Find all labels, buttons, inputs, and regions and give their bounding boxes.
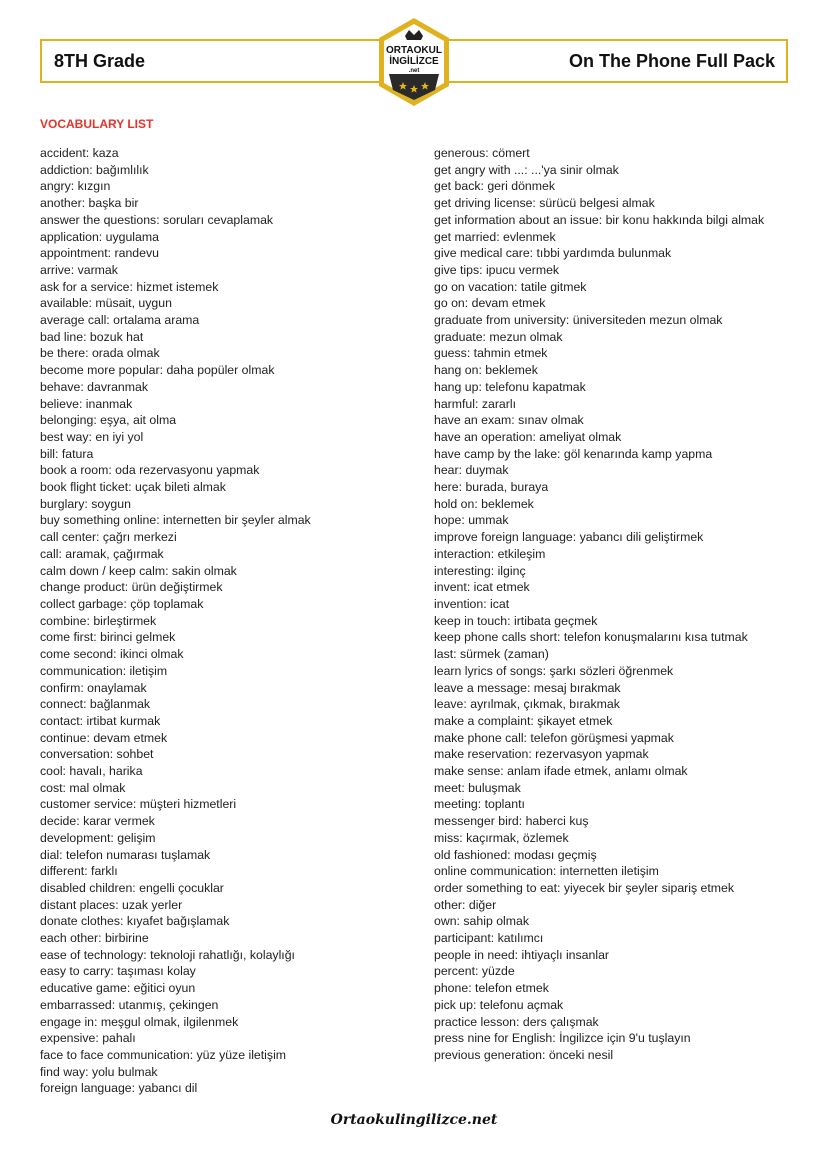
vocab-entry: cool: havalı, harika bbox=[40, 764, 143, 779]
vocab-entry: have an exam: sınav olmak bbox=[434, 413, 584, 428]
vocab-entry: answer the questions: soruları cevaplamak bbox=[40, 212, 274, 227]
vocab-entry: ask for a service: hizmet istemek bbox=[40, 279, 219, 294]
vocab-entry: become more popular: daha popüler olmak bbox=[40, 363, 275, 378]
vocab-entry: give tips: ipucu vermek bbox=[434, 262, 560, 277]
vocab-entry: get information about an issue: bir konu hakkında bilgi almak bbox=[434, 212, 765, 227]
vocab-entry: make reservation: rezervasyon yapmak bbox=[434, 747, 649, 762]
vocab-entry: decide: karar vermek bbox=[40, 814, 155, 829]
vocab-entry: get back: geri dönmek bbox=[434, 179, 555, 194]
vocab-entry: give medical care: tıbbi yardımda bulunmak bbox=[434, 246, 672, 261]
vocab-entry: get married: evlenmek bbox=[434, 229, 556, 244]
vocab-entry: engage in: meşgul olmak, ilgilenmek bbox=[40, 1014, 239, 1029]
vocab-entry: easy to carry: taşıması kolay bbox=[40, 964, 196, 979]
vocab-entry: find way: yolu bulmak bbox=[40, 1064, 158, 1079]
vocab-entry: come first: birinci gelmek bbox=[40, 630, 176, 645]
logo-line-2: İNGİLİZCE bbox=[389, 56, 439, 67]
vocab-entry: another: başka bir bbox=[40, 196, 139, 211]
footer-site-name[interactable]: Ortaokulingilizce.net bbox=[330, 1112, 498, 1128]
site-logo bbox=[375, 16, 453, 108]
vocab-entry: have an operation: ameliyat olmak bbox=[434, 429, 622, 444]
vocab-entry: pick up: telefonu açmak bbox=[434, 997, 564, 1012]
vocab-entry: hold on: beklemek bbox=[434, 496, 534, 511]
vocab-entry: have camp by the lake: göl kenarında kamp yapma bbox=[434, 446, 713, 461]
vocab-entry: belonging: eşya, ait olma bbox=[40, 413, 177, 428]
vocab-entry: best way: en iyi yol bbox=[40, 429, 144, 444]
vocab-entry: continue: devam etmek bbox=[40, 730, 168, 745]
vocab-entry: invention: icat bbox=[434, 596, 510, 611]
vocab-entry: improve foreign language: yabancı dili geliştirmek bbox=[434, 530, 704, 545]
vocab-entry: leave: ayrılmak, çıkmak, bırakmak bbox=[434, 697, 620, 712]
vocab-entry: addiction: bağımlılık bbox=[40, 162, 149, 177]
vocab-entry: harmful: zararlı bbox=[434, 396, 517, 411]
vocab-entry: order something to eat: yiyecek bir şeyler sipariş etmek bbox=[434, 880, 735, 895]
vocab-entry: arrive: varmak bbox=[40, 262, 118, 277]
logo-line-1: ORTAOKUL bbox=[386, 45, 442, 56]
vocab-entry: meet: buluşmak bbox=[434, 780, 521, 795]
vocab-entry: previous generation: önceki nesil bbox=[434, 1047, 614, 1062]
vocab-entry: average call: ortalama arama bbox=[40, 313, 200, 328]
vocab-entry: accident: kaza bbox=[40, 146, 119, 160]
vocab-entry: other: diğer bbox=[434, 897, 497, 912]
vocab-entry: bad line: bozuk hat bbox=[40, 329, 144, 344]
vocab-entry: practice lesson: ders çalışmak bbox=[434, 1014, 599, 1029]
vocab-entry: embarrassed: utanmış, çekingen bbox=[40, 997, 219, 1012]
vocab-entry: hope: ummak bbox=[434, 513, 509, 528]
vocab-entry: messenger bird: haberci kuş bbox=[434, 814, 589, 829]
vocab-entry: miss: kaçırmak, özlemek bbox=[434, 830, 569, 845]
vocab-entry: call: aramak, çağırmak bbox=[40, 546, 164, 561]
vocab-entry: face to face communication: yüz yüze iletişim bbox=[40, 1047, 287, 1062]
logo-tag: .net bbox=[408, 68, 420, 74]
vocab-entry: combine: birleştirmek bbox=[40, 613, 157, 628]
vocab-entry: invent: icat etmek bbox=[434, 580, 530, 595]
vocab-entry: each other: birbirine bbox=[40, 931, 149, 946]
vocab-entry: change product: ürün değiştirmek bbox=[40, 580, 223, 595]
vocab-entry: interesting: ilginç bbox=[434, 563, 526, 578]
vocab-entry: expensive: pahalı bbox=[40, 1031, 136, 1046]
vocab-entry: own: sahip olmak bbox=[434, 914, 530, 929]
vocab-entry: connect: bağlanmak bbox=[40, 697, 151, 712]
vocab-entry: graduate from university: üniversiteden mezun olmak bbox=[434, 313, 723, 328]
vocab-entry: keep in touch: irtibata geçmek bbox=[434, 613, 598, 628]
vocab-entry: participant: katılımcı bbox=[434, 931, 544, 946]
vocab-entry: buy something online: internetten bir şeyler almak bbox=[40, 513, 311, 528]
vocab-entry: bill: fatura bbox=[40, 446, 94, 461]
vocab-entry: educative game: eğitici oyun bbox=[40, 981, 196, 996]
vocab-entry: book flight ticket: uçak bileti almak bbox=[40, 480, 226, 495]
vocab-entry: interaction: etkileşim bbox=[434, 546, 546, 561]
grade-label: 8TH Grade bbox=[54, 51, 146, 71]
vocab-entry: call center: çağrı merkezi bbox=[40, 530, 177, 545]
vocab-entry: dial: telefon numarası tuşlamak bbox=[40, 847, 211, 862]
vocab-entry: cost: mal olmak bbox=[40, 780, 126, 795]
vocab-entry: ease of technology: teknoloji rahatlığı, kolaylığı bbox=[40, 947, 295, 962]
vocab-entry: percent: yüzde bbox=[434, 964, 515, 979]
vocab-entry: graduate: mezun olmak bbox=[434, 329, 563, 344]
vocab-entry: application: uygulama bbox=[40, 229, 159, 244]
vocab-entry: keep phone calls short: telefon konuşmalarını kısa tutmak bbox=[434, 630, 748, 645]
vocab-entry: learn lyrics of songs: şarkı sözleri öğrenmek bbox=[434, 663, 674, 678]
vocab-entry: leave a message: mesaj bırakmak bbox=[434, 680, 621, 695]
vocab-entry: make phone call: telefon görüşmesi yapmak bbox=[434, 730, 674, 745]
vocab-entry: online communication: internetten iletişim bbox=[434, 864, 659, 879]
vocab-entry: old fashioned: modası geçmiş bbox=[434, 847, 597, 862]
vocab-entry: behave: davranmak bbox=[40, 379, 149, 394]
vocab-entry: collect garbage: çöp toplamak bbox=[40, 596, 204, 611]
vocab-entry: get angry with ...: ...'ya sinir olmak bbox=[434, 162, 619, 177]
vocab-entry: last: sürmek (zaman) bbox=[434, 647, 549, 662]
vocab-entry: people in need: ihtiyaçlı insanlar bbox=[434, 947, 610, 962]
vocab-entry: customer service: müşteri hizmetleri bbox=[40, 797, 237, 812]
vocab-entry: angry: kızgın bbox=[40, 179, 111, 194]
vocab-column-left bbox=[40, 145, 415, 1097]
vocab-entry: available: müsait, uygun bbox=[40, 296, 172, 311]
vocab-entry: confirm: onaylamak bbox=[40, 680, 147, 695]
vocab-entry: meeting: toplantı bbox=[434, 797, 525, 812]
vocab-entry: get driving license: sürücü belgesi almak bbox=[434, 196, 655, 211]
vocab-entry: generous: cömert bbox=[434, 146, 530, 160]
vocab-column-right bbox=[434, 145, 789, 1064]
vocab-entry: phone: telefon etmek bbox=[434, 981, 549, 996]
vocab-entry: make sense: anlam ifade etmek, anlamı olmak bbox=[434, 764, 688, 779]
vocab-entry: be there: orada olmak bbox=[40, 346, 160, 361]
vocab-entry: different: farklı bbox=[40, 864, 118, 879]
vocab-entry: book a room: oda rezervasyonu yapmak bbox=[40, 463, 260, 478]
vocab-entry: go on vacation: tatile gitmek bbox=[434, 279, 587, 294]
vocab-entry: foreign language: yabancı dil bbox=[40, 1081, 198, 1096]
pack-title: On The Phone Full Pack bbox=[568, 51, 775, 71]
vocab-entry: conversation: sohbet bbox=[40, 747, 154, 762]
vocab-entry: press nine for English: İngilizce için 9'u tuşlayın bbox=[434, 1031, 691, 1046]
vocab-entry: calm down / keep calm: sakin olmak bbox=[40, 563, 237, 578]
vocab-entry: hear: duymak bbox=[434, 463, 509, 478]
vocab-entry: distant places: uzak yerler bbox=[40, 897, 183, 912]
vocab-entry: communication: iletişim bbox=[40, 663, 168, 678]
vocab-entry: hang up: telefonu kapatmak bbox=[434, 379, 586, 394]
vocab-entry: burglary: soygun bbox=[40, 496, 131, 511]
section-title: VOCABULARY LIST bbox=[40, 117, 154, 131]
vocab-entry: hang on: beklemek bbox=[434, 363, 538, 378]
vocab-entry: development: gelişim bbox=[40, 830, 156, 845]
vocab-entry: come second: ikinci olmak bbox=[40, 647, 184, 662]
vocab-entry: disabled children: engelli çocuklar bbox=[40, 880, 224, 895]
vocab-entry: guess: tahmin etmek bbox=[434, 346, 548, 361]
vocab-entry: make a complaint: şikayet etmek bbox=[434, 713, 613, 728]
vocab-entry: here: burada, buraya bbox=[434, 480, 549, 495]
vocab-entry: contact: irtibat kurmak bbox=[40, 713, 161, 728]
vocab-entry: believe: inanmak bbox=[40, 396, 133, 411]
vocab-entry: donate clothes: kıyafet bağışlamak bbox=[40, 914, 230, 929]
vocab-entry: appointment: randevu bbox=[40, 246, 159, 261]
vocab-entry: go on: devam etmek bbox=[434, 296, 546, 311]
